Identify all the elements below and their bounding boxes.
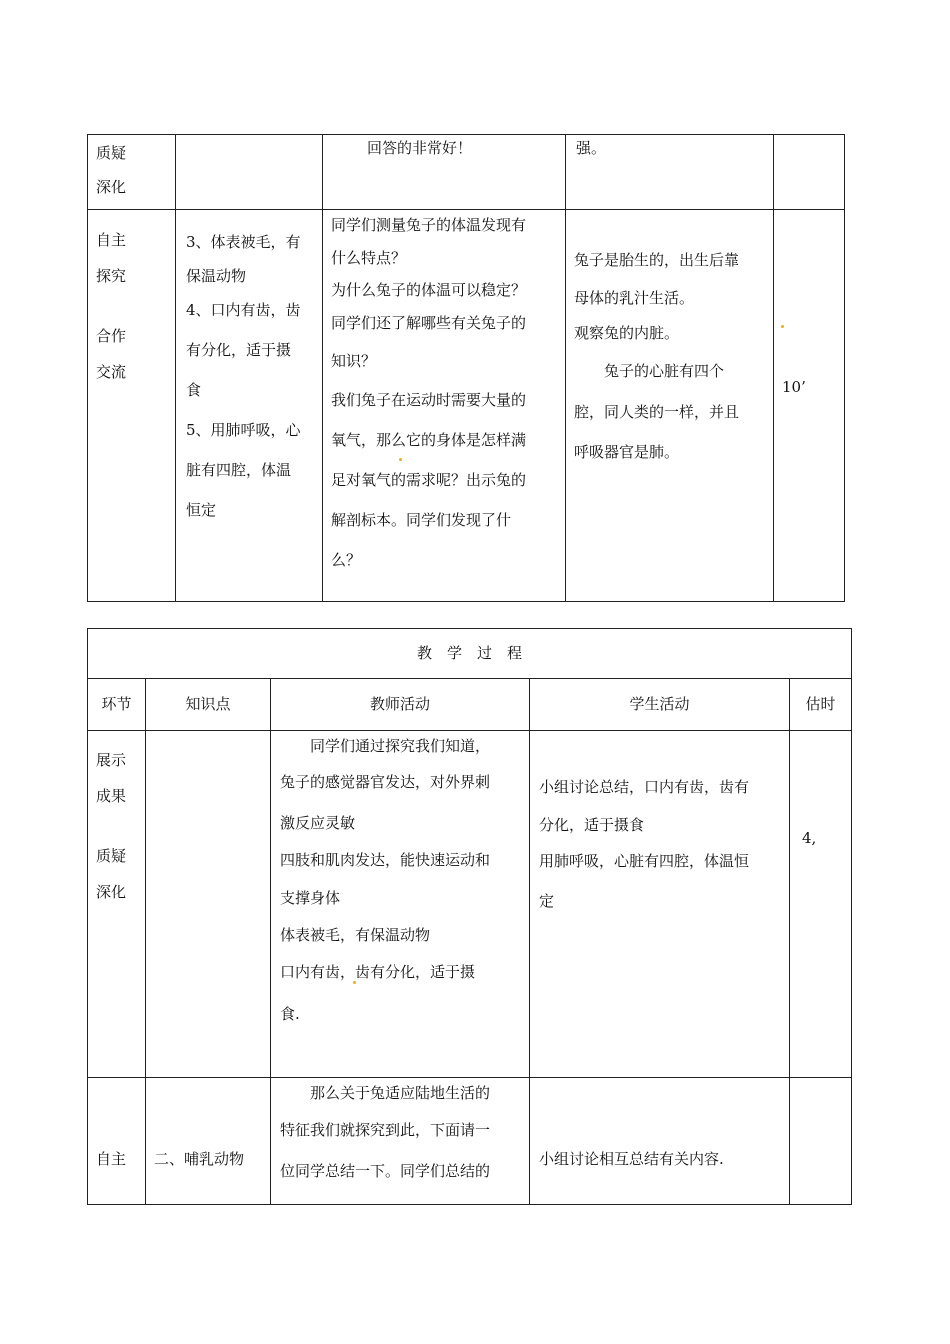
- knowledge-line: 有分化，适于摄: [186, 341, 292, 359]
- teacher-activity-cell: [323, 210, 566, 602]
- student-line: 观察兔的内脏。: [574, 324, 680, 342]
- lesson-table-continued: [87, 134, 845, 602]
- section-line: 深化: [96, 178, 127, 196]
- section-cell: [88, 731, 146, 1078]
- teacher-line: 为什么兔子的体温可以稳定？: [331, 281, 527, 299]
- time-value: 4,: [802, 829, 817, 847]
- student-line: 强。: [576, 139, 607, 157]
- student-activity-cell: [530, 1078, 790, 1205]
- knowledge-line: 保温动物: [186, 267, 247, 285]
- section-cell: [88, 1078, 146, 1205]
- teacher-line: 同学们测量兔子的体温发现有: [331, 216, 527, 234]
- knowledge-line: 4、口内有齿，齿: [186, 301, 301, 319]
- table-row: [88, 731, 852, 1078]
- knowledge-line: 食: [186, 381, 202, 399]
- section-cell: [88, 135, 176, 210]
- student-line: 呼吸器官是肺。: [574, 443, 680, 461]
- teacher-line: 同学们通过探究我们知道，: [310, 737, 491, 755]
- time-value: 10’: [782, 378, 806, 396]
- teacher-line: 足对氧气的需求呢？出示兔的: [331, 471, 527, 489]
- time-cell: [790, 1078, 852, 1205]
- student-activity-cell: [530, 731, 790, 1078]
- table-title-text: 教 学 过 程: [416, 644, 522, 662]
- teacher-line: 知识？: [331, 352, 377, 370]
- teacher-line: 特征我们就探究到此，下面请一: [280, 1121, 491, 1139]
- header-student-activity: 学生活动: [530, 679, 790, 731]
- time-cell: [774, 135, 845, 210]
- section-line: 交流: [96, 363, 127, 381]
- student-line: 兔子的心脏有四个: [604, 362, 725, 380]
- student-line: 母体的乳汁生活。: [574, 289, 695, 307]
- teacher-line: 么？: [331, 551, 362, 569]
- time-cell: [790, 731, 852, 1078]
- section-line: 质疑: [96, 144, 127, 162]
- student-activity-cell: [566, 135, 774, 210]
- section-line: 质疑: [96, 847, 127, 865]
- section-line: 合作: [96, 327, 127, 345]
- teacher-line: 食.: [280, 1005, 300, 1023]
- knowledge-line: 5、用肺呼吸，心: [186, 421, 301, 439]
- student-activity-cell: [566, 210, 774, 602]
- knowledge-line: 脏有四腔，体温: [186, 461, 292, 479]
- time-cell: [774, 210, 845, 602]
- teacher-line: 回答的非常好！: [367, 139, 473, 157]
- header-knowledge: 知识点: [146, 679, 271, 731]
- teacher-line: 激反应灵敏: [280, 814, 356, 832]
- teacher-line: 位同学总结一下。同学们总结的: [280, 1162, 491, 1180]
- student-line: 用肺呼吸，心脏有四腔，体温恒: [539, 852, 750, 870]
- section-line: 自主: [96, 231, 127, 249]
- teacher-activity-cell: [323, 135, 566, 210]
- student-line: 腔，同人类的一样，并且: [574, 403, 740, 421]
- teacher-line: 我们兔子在运动时需要大量的: [331, 391, 527, 409]
- teacher-line: 口内有齿，齿有分化，适于摄: [280, 963, 476, 981]
- header-teacher-activity: 教师活动: [271, 679, 530, 731]
- table-row: [88, 135, 845, 210]
- knowledge-cell: [146, 1078, 271, 1205]
- knowledge-line: 恒定: [186, 501, 217, 519]
- knowledge-cell: [176, 210, 323, 602]
- speck-mark: [399, 458, 402, 461]
- teacher-line: 什么特点？: [331, 249, 407, 267]
- table-row: [88, 1078, 852, 1205]
- teacher-line: 氧气，那么它的身体是怎样满: [331, 431, 527, 449]
- student-line: 小组讨论总结，口内有齿，齿有: [539, 778, 750, 796]
- teacher-line: 同学们还了解哪些有关兔子的: [331, 314, 527, 332]
- teacher-activity-cell: [271, 731, 530, 1078]
- section-line: 展示: [96, 751, 127, 769]
- teaching-process-table: [87, 628, 852, 1205]
- knowledge-line: 二、哺乳动物: [154, 1150, 245, 1168]
- student-line: 分化，适于摄食: [539, 816, 645, 834]
- section-cell: [88, 210, 176, 602]
- knowledge-cell: [176, 135, 323, 210]
- section-line: 深化: [96, 883, 127, 901]
- speck-mark: [353, 981, 356, 984]
- student-line: 兔子是胎生的，出生后靠: [574, 251, 740, 269]
- table-title-row: [88, 629, 852, 679]
- table-header-row: [88, 679, 852, 731]
- table-row: [88, 210, 845, 602]
- section-line: 自主: [96, 1150, 127, 1168]
- header-section: 环节: [88, 679, 146, 731]
- section-line: 成果: [96, 787, 127, 805]
- section-line: 探究: [96, 267, 127, 285]
- teacher-line: 兔子的感觉器官发达，对外界刺: [280, 773, 491, 791]
- speck-mark: [781, 325, 784, 328]
- student-line: 定: [539, 892, 555, 910]
- table-title: [88, 629, 852, 679]
- teacher-line: 解剖标本。同学们发现了什: [331, 511, 512, 529]
- header-time: 估时: [790, 679, 852, 731]
- teacher-line: 那么关于兔适应陆地生活的: [310, 1084, 491, 1102]
- teacher-line: 体表被毛，有保温动物: [280, 926, 431, 944]
- teacher-activity-cell: [271, 1078, 530, 1205]
- knowledge-cell: [146, 731, 271, 1078]
- student-line: 小组讨论相互总结有关内容.: [539, 1150, 724, 1168]
- teacher-line: 四肢和肌肉发达，能快速运动和: [280, 851, 491, 869]
- teacher-line: 支撑身体: [280, 889, 341, 907]
- knowledge-line: 3、体表被毛，有: [186, 233, 301, 251]
